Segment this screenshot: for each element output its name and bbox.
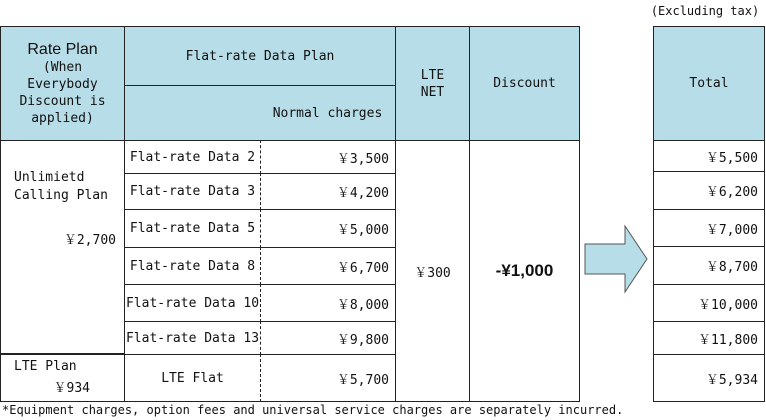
charge-cell-5: ￥9,800 (260, 321, 396, 355)
plan-cell-1: Flat-rate Data 3 (124, 173, 261, 210)
flat-rate-header: Flat-rate Data Plan (124, 26, 396, 86)
lte-net-header: LTE NET (395, 26, 470, 141)
discount-value: -¥1,000 (469, 140, 580, 402)
total-header: Total (653, 26, 765, 141)
lte-flat-charge-cell: ￥5,700 (260, 354, 396, 402)
charge-cell-3: ￥6,700 (260, 247, 396, 285)
total-cell-3: ￥8,700 (653, 246, 765, 285)
lte-plan-price: ￥934 (53, 381, 90, 396)
lte-plan-label: LTE Plan (14, 359, 77, 374)
unlimited-plan-cell (0, 140, 125, 354)
charge-cell-0: ￥3,500 (260, 140, 396, 174)
total-cell-1: ￥6,200 (653, 171, 765, 210)
discount-header: Discount (469, 26, 580, 141)
total-cell-0: ￥5,500 (653, 140, 765, 172)
rate-plan-subtitle: (When Everybody Discount is applied) (19, 59, 106, 126)
footnote: *Equipment charges, option fees and universal service charges are separately incurred. (2, 403, 624, 417)
total-cell-4: ￥10,000 (653, 284, 765, 322)
excluding-tax-note: (Excluding tax) (650, 4, 760, 18)
arrow-right-icon (583, 224, 649, 294)
plan-cell-4: Flat-rate Data 10 (124, 284, 261, 322)
plan-cell-5: Flat-rate Data 13 (124, 321, 261, 355)
charge-cell-4: ￥8,000 (260, 284, 396, 322)
plan-cell-0: Flat-rate Data 2 (124, 140, 261, 174)
rate-plan-header (0, 26, 125, 141)
unlimited-plan-price: ￥2,700 (63, 233, 116, 248)
lte-plan-cell (0, 354, 125, 402)
unlimited-plan-label: Unlimietd Calling Plan (14, 170, 108, 203)
lte-flat-plan-cell: LTE Flat (124, 354, 261, 402)
total-cell-5: ￥11,800 (653, 321, 765, 355)
total-cell-lte: ￥5,934 (653, 354, 765, 402)
plan-cell-2: Flat-rate Data 5 (124, 209, 261, 248)
charge-cell-2: ￥5,000 (260, 209, 396, 248)
flat-rate-subheader-left (124, 85, 261, 141)
normal-charges-header: Normal charges (260, 85, 396, 141)
rate-plan-title: Rate Plan (27, 40, 98, 58)
charge-cell-1: ￥4,200 (260, 173, 396, 210)
lte-net-value: ￥300 (395, 140, 470, 402)
total-cell-2: ￥7,000 (653, 209, 765, 247)
plan-cell-3: Flat-rate Data 8 (124, 247, 261, 285)
